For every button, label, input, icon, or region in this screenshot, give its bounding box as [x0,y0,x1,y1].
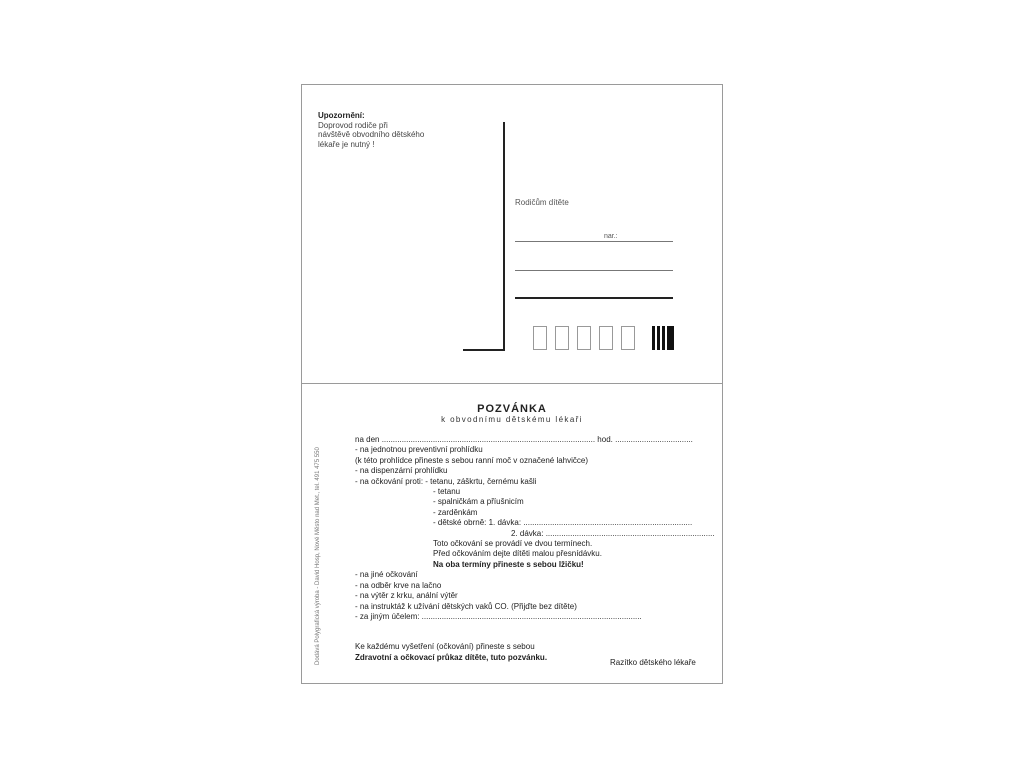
urine-note: (k této prohlídce přineste s sebou ranní moč v označené lahvičce) [355,455,589,465]
notice-line-2: návštěvě obvodního dětského [318,130,425,139]
other-vaccination-line: - na jiné očkování [355,570,418,580]
invitation-card [301,84,723,684]
postcode-box [599,326,613,350]
blood-test-line: - na odběr krve na lačno [355,580,442,590]
postcode-box [621,326,635,350]
barcode-bar [657,326,660,350]
measles-line: - spalničkám a příušnicím [433,497,524,507]
polio-dose-1-line: - dětské obrně: 1. dávka: ............................................................................ [433,518,693,528]
fold-line [302,383,722,384]
date-line: na den ................................................................................................ hod. ................................... [355,435,693,444]
polio-dose-2-line: 2. dávka: ............................................................................ [511,528,715,538]
dispensary-line: - na dispenzární prohlídku [355,466,448,476]
other-purpose-line: - za jiným účelem: ................................................................................................... [355,611,642,621]
notice-title: Upozornění: [318,111,365,120]
bags-line: - na instruktáž k užívání dětských vaků CO. (Přijďte bez dítěte) [355,601,577,611]
barcode-bar [662,326,665,350]
invitation-title: POZVÁNKA [477,403,547,415]
snack-note: Před očkováním dejte dítěti malou přesnídávku. [433,549,602,559]
postcode-box [533,326,547,350]
doctor-stamp-label: Razítko dětského lékaře [610,658,696,667]
two-terms-note: Toto očkování se provádí ve dvou termínech. [433,539,593,549]
address-line-1 [515,241,673,242]
barcode-bar [652,326,655,350]
invitation-body [355,435,715,663]
address-line-2 [515,270,673,271]
bring-note: Ke každému vyšetření (očkování) přineste s sebou [355,642,535,652]
address-label: Rodičům dítěte [515,198,569,207]
notice-line-1: Doprovod rodiče při [318,120,388,130]
vaccination-line: - na očkování proti: - tetanu, záškrtu, černému kašli [355,476,537,486]
preventive-line: - na jednotnou preventivní prohlídku [355,445,483,455]
rubella-line: - zarděnkám [433,507,478,517]
swab-line: - na výtěr z krku, anální výtěr [355,591,458,601]
barcode-bar [667,326,674,350]
divider-corner [463,349,505,351]
documents-note: Zdravotní a očkovací průkaz dítěte, tuto pozvánku. [355,652,548,662]
printer-credit: Dodává Polygrafická výroba - David Hosp, Nové Město nad Met., tel. 491 475 550 [315,447,321,665]
divider-vertical [503,122,505,351]
notice-line-3: lékaře je nutný ! [318,139,375,149]
birth-date-label: nar.: [604,233,618,240]
invitation-subtitle: k obvodnímu dětskému lékaři [441,415,583,424]
spoon-note: Na oba termíny přineste s sebou lžičku! [433,559,584,569]
address-line-3 [515,297,673,299]
notice-block [318,111,448,149]
tetanus-line: - tetanu [433,487,461,497]
postcode-box [555,326,569,350]
postcode-box [577,326,591,350]
